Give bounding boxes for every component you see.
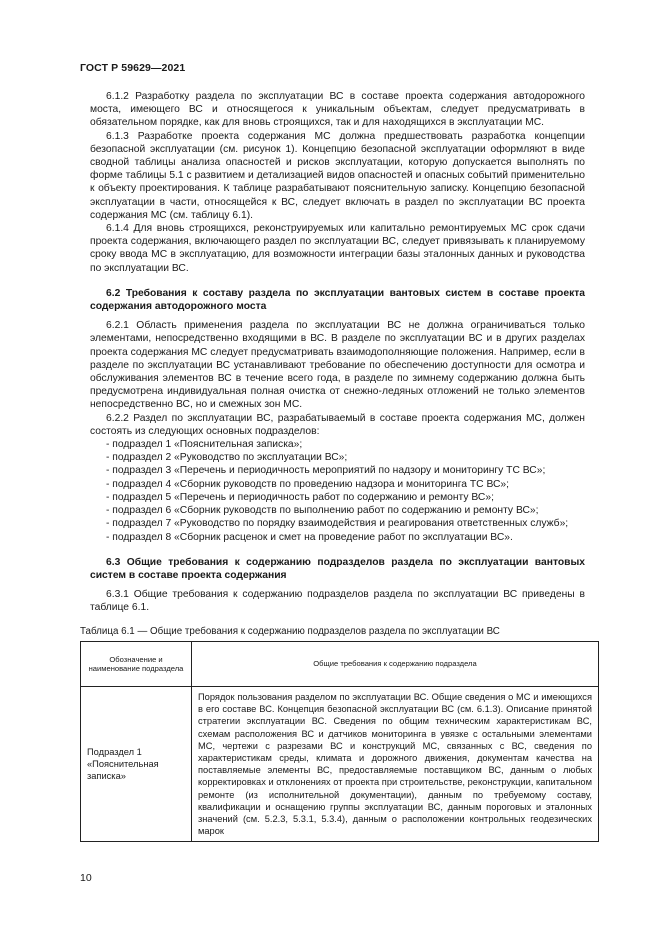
list-item: - подраздел 1 «Пояснительная записка»; — [106, 439, 303, 451]
table-cell-subsection: Подраздел 1 «Пояснительная записка» — [81, 687, 192, 842]
list-item: - подраздел 7 «Руководство по порядку взаимодействия и реагирования ответственных служб»; — [106, 518, 569, 530]
paragraph-6-1-4: 6.1.4 Для вновь строящихся, реконструируемых или капитально ремонтируемых МС срок сдачи проекта содержания, включающего раздел по эксплуатации ВС, следует привязывать к планируемому сроку ввода МС в эксплуатацию, для возможности интеграции базы эталонных данных и руководства по эксплуатации ВС. — [90, 223, 585, 274]
table-caption: Таблица 6.1 — Общие требования к содержанию подразделов раздела по эксплуатации ВС — [80, 626, 500, 637]
list-item: - подраздел 2 «Руководство по эксплуатации ВС»; — [106, 452, 348, 464]
table-row — [81, 687, 599, 842]
list-item: - подраздел 4 «Сборник руководств по проведению надзора и мониторинга ТС ВС»; — [106, 478, 510, 490]
table-6-1 — [80, 641, 599, 842]
list-item: - подраздел 5 «Перечень и периодичность работ по содержанию и ремонту ВС»; — [106, 491, 494, 503]
paragraph-6-1-2: 6.1.2 Разработку раздела по эксплуатации ВС в составе проекта содержания автодорожного моста, имеющего ВС и относящегося к уникальным объектам, следует предусматривать в обязательном порядке, как для вновь строящихся, так и для находящихся в эксплуатации МС. — [90, 91, 585, 129]
paragraph-6-2-1: 6.2.1 Область применения раздела по эксплуатации ВС не должна ограничиваться только элементами, непосредственно входящими в ВС. В разделе по эксплуатации ВС и в других разделах проекта содержания МС следует предусматривать взаимодополняющие положения. Например, если в разделе по эксплуатации ВС устанавливают требование по обеспечению доступности для осмотра и обслуживания элементов ВС в течение всего года, в разделе по зимнему содержанию должна быть предусмотрена индивидуальная полная очистка от снежно-ледяных отложений не только элементов непосредственно ВС, но и смежных зон МС. — [90, 320, 585, 411]
list-item: - подраздел 8 «Сборник расценок и смет на проведение работ по эксплуатации ВС». — [106, 531, 513, 543]
section-6-3-title: 6.3 Общие требования к содержанию подразделов раздела по эксплуатации вантовых систем в составе проекта содержания — [90, 556, 585, 581]
list-item: - подраздел 3 «Перечень и периодичность мероприятий по надзору и мониторингу ТС ВС»; — [106, 465, 546, 477]
document-body — [90, 90, 585, 615]
table-header-col2: Общие требования к содержанию подраздела — [192, 642, 599, 687]
table-header-col1: Обозначение и наименование подраздела — [81, 642, 192, 687]
subsection-list — [90, 438, 585, 544]
section-6-2-title: 6.2 Требования к составу раздела по эксплуатации вантовых систем в составе проекта содержания автодорожного моста — [90, 287, 585, 313]
list-item: - подраздел 6 «Сборник руководств по выполнению работ по содержанию и ремонту ВС»; — [106, 505, 539, 517]
paragraph-6-3-1: 6.3.1 Общие требования к содержанию подразделов раздела по эксплуатации ВС приведены в таблице 6.1. — [90, 589, 585, 614]
table-header-row — [81, 642, 599, 687]
table-cell-requirements: Порядок пользования разделом по эксплуатации ВС. Общие сведения о МС и имеющихся в его составе ВС. Концепция безопасной эксплуатации ВС (см. 6.1.3). Описание принятой стратегии эксплуатации ВС. Сведения по общим техническим характеристикам ВС, схемам расположения ВС и датчиков мониторинга в увязке с остальными элементами МС, чертежи с разрезами ВС и конструкций МС, связанных с ВС, сведения по характеристикам среды, климата и дорожного движения, документам качества на поставляемые элементы ВС, предоставляемые поставщиком ВС, данным о любых корректировках и отклонениях от проекта при строительстве, реконструкции, капитальном ремонте (из исполнительной документации), данным по требуемому составу, квалификации и оснащению группы эксплуатации ВС, данным пороговых и эталонных значений (см. 5.2.3, 5.3.1, 5.3.4), данным о расположении контрольных геодезических марок — [192, 687, 599, 842]
paragraph-6-2-2: 6.2.2 Раздел по эксплуатации ВС, разрабатываемый в составе проекта содержания МС, должен состоять из следующих основных подразделов: — [90, 412, 585, 437]
paragraph-6-1-3: 6.1.3 Разработке проекта содержания МС должна предшествовать разработка концепции безопасной эксплуатации (см. рисунок 1). Концепцию безопасной эксплуатации оформляют в виде сводной таблицы анализа опасностей и рисков эксплуатации, которую допускается выполнять по форме таблицы 5.1 с развитием и детализацией видов опасностей и опасных событий применительно к объекту проектирования. К таблице разрабатывают пояснительную записку. Концепцию безопасной эксплуатации в части, относящейся к ВС, следует включать в раздел по эксплуатации ВС проекта содержания МС (см. таблицу 6.1). — [90, 130, 585, 221]
page-number: 10 — [80, 872, 92, 884]
document-header: ГОСТ Р 59629—2021 — [80, 62, 186, 74]
